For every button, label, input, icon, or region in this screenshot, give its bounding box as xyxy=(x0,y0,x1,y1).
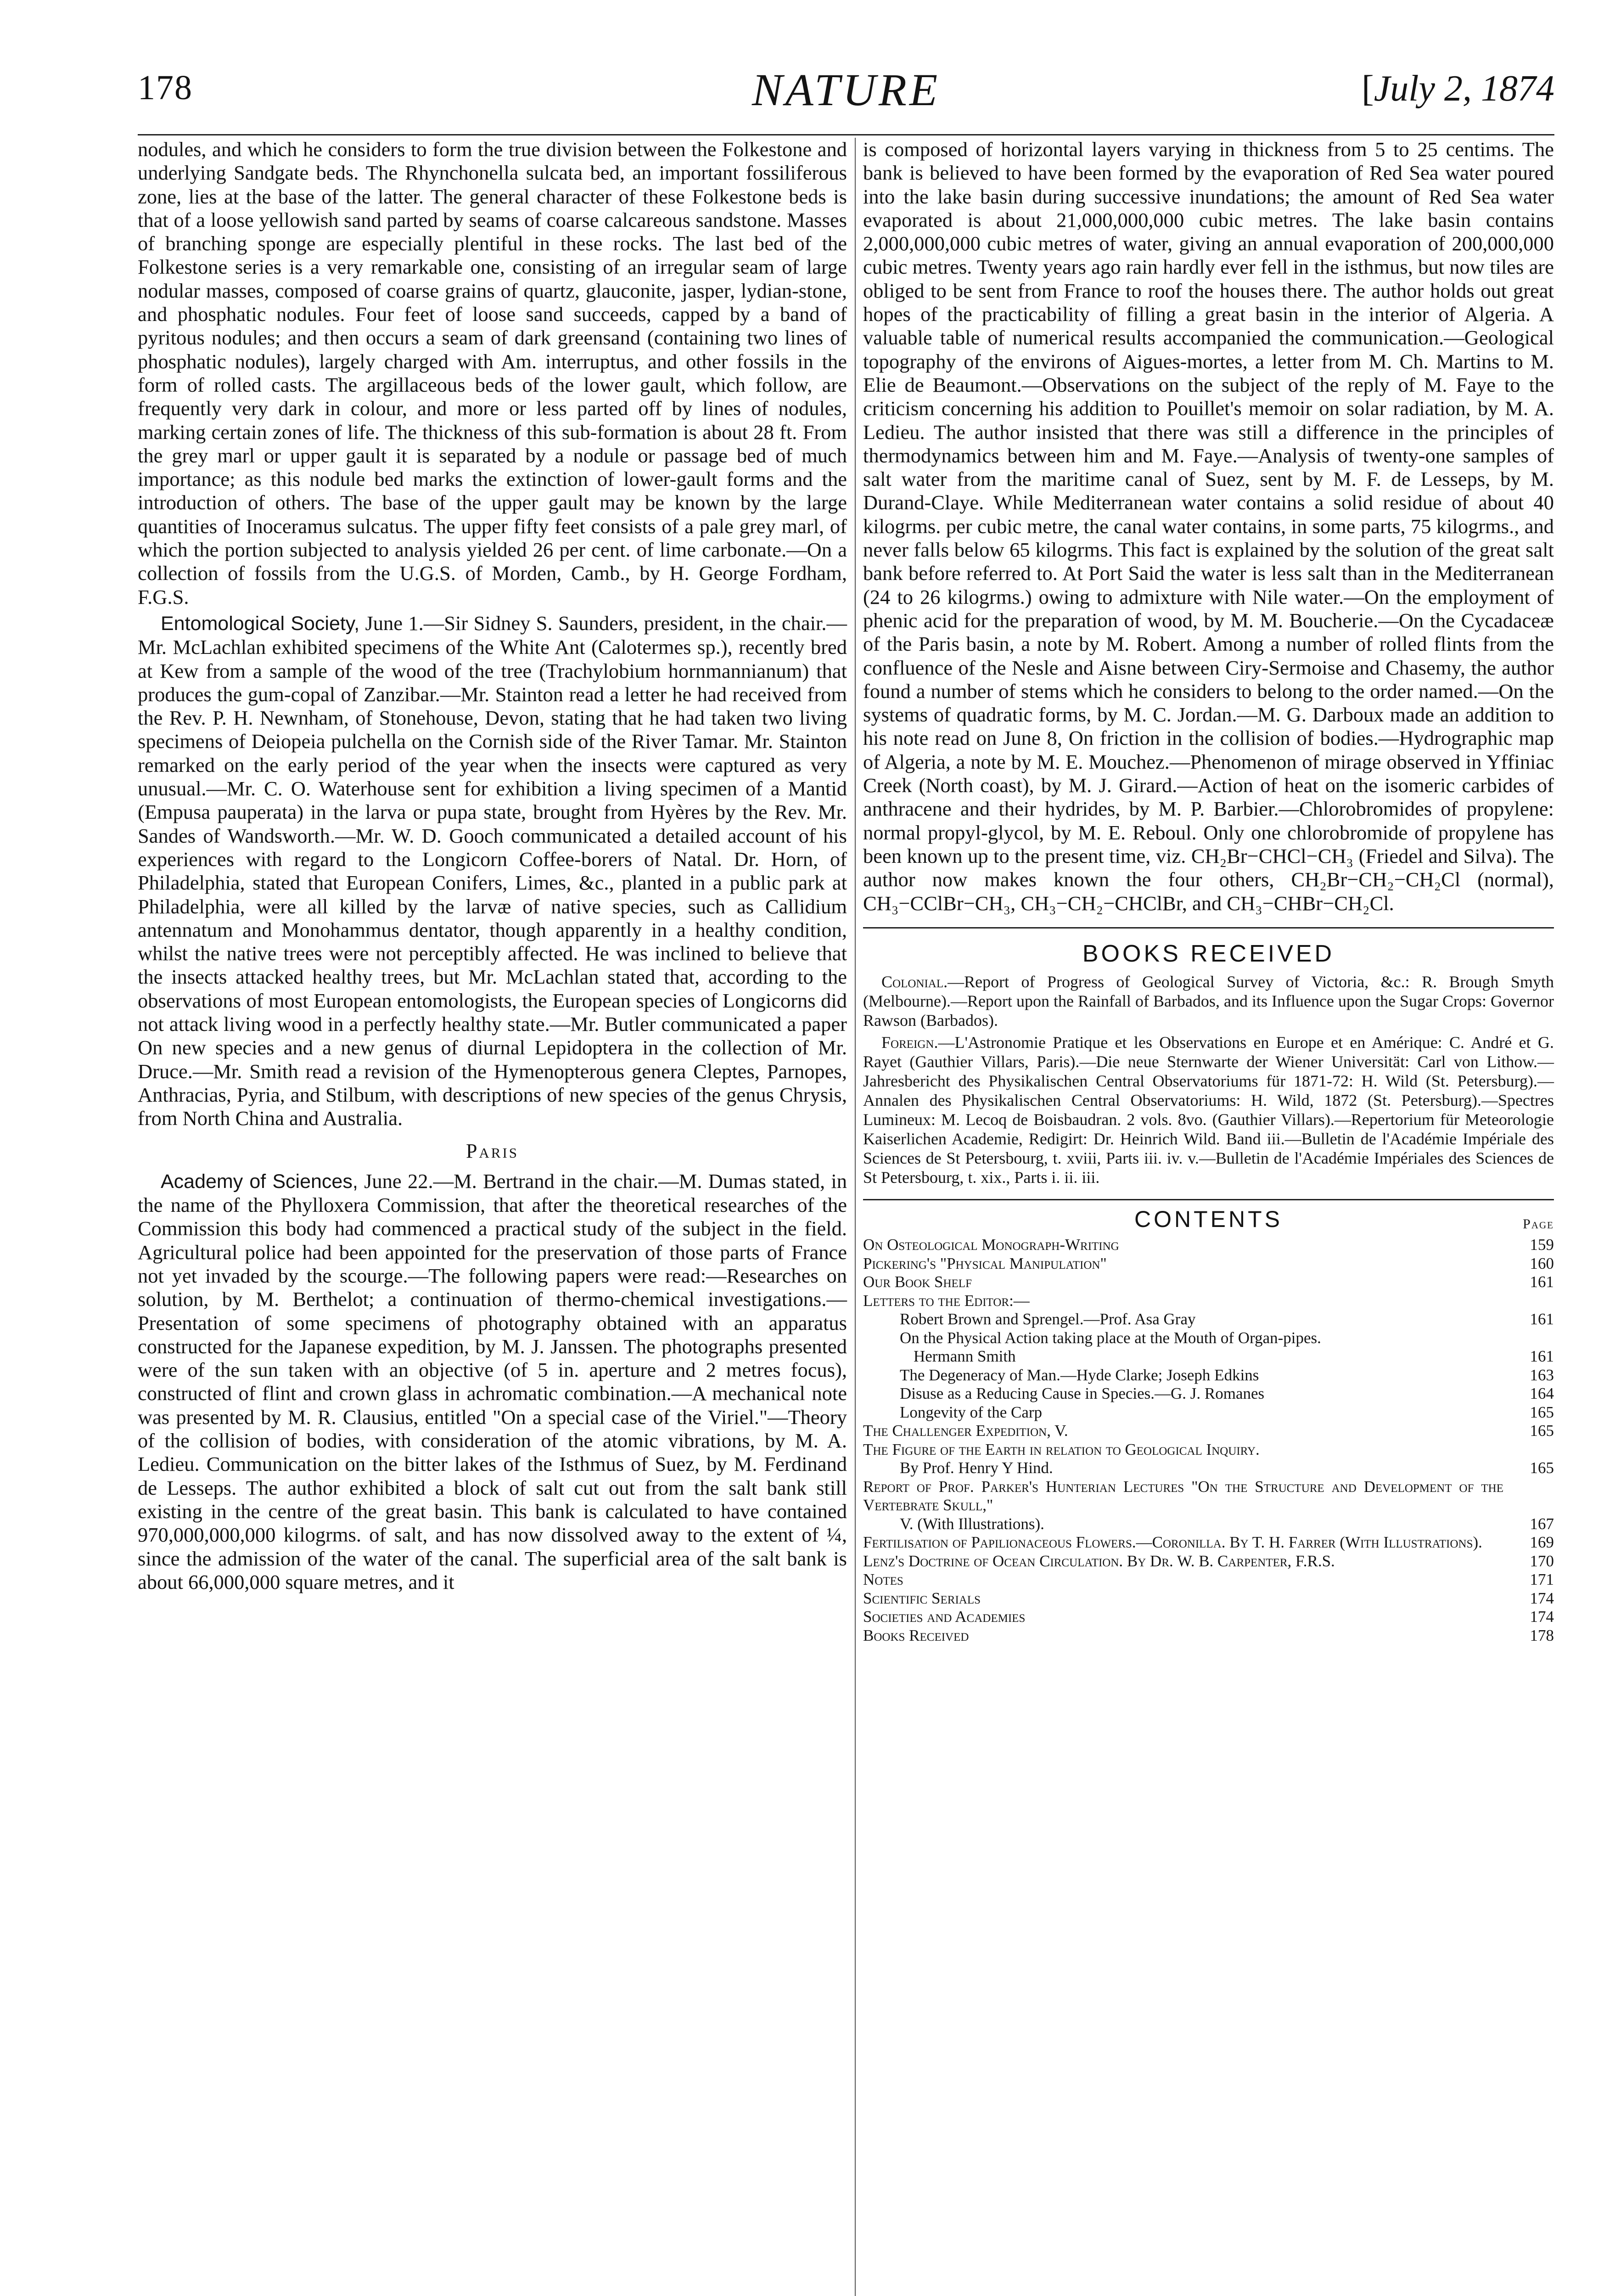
contents-entry-title: The Challenger Expedition, V. xyxy=(863,1422,1068,1440)
geology-paragraph: nodules, and which he considers to form the true division between the Folkestone and underlying Sandgate beds. The Rhynchonella sulcata bed, an important fossiliferous zone, lies at the base of the latter. The general character of these Folkestone beds is that of a loose yellowish sand parted by seams of coarse calcareous sandstone. Masses of branching sponge are especially plentiful in these rocks. The last bed of the Folkestone series is a very remarkable one, consisting of an irregular seam of large nodular masses, composed of coarse grains of quartz, glauconite, jasper, lydian-stone, and phosphatic nodules. Four feet of loose sand succeeds, capped by a band of pyritous nodules; and then occurs a seam of dark greensand (containing two lines of phosphatic nodules), largely charged with Am. interruptus, and other fossils in the form of rolled casts. The argillaceous beds of the lower gault, which follow, are frequently very dark in colour, and more or less parted off by lines of nodules, marking certain zones of life. The thickness of this sub-formation is about 28 ft. From the grey marl or upper gault it is separated by a nodule or passage bed of much importance; as this nodule bed marks the extinction of lower-gault forms and the introduction of others. The base of the upper gault may be known by the large quantities of Inoceramus sulcatus. The upper fifty feet consists of a pale grey marl, of which the portion subjected to analysis yielded 26 per cent. of lime carbonate.—On a collection of fossils from the U.G.S. of Morden, Camb., by H. George Fordham, F.G.S. xyxy=(138,138,847,608)
contents-entry-page: 167 xyxy=(1530,1514,1554,1533)
contents-entry-page: 159 xyxy=(1530,1236,1554,1254)
contents-entry-page xyxy=(1517,1478,1554,1515)
contents-entry-title: Societies and Academies xyxy=(863,1608,1026,1626)
contents-entry-title: Longevity of the Carp xyxy=(900,1403,1043,1421)
left-column xyxy=(138,138,847,1594)
contents-entry-title: Disuse as a Reducing Cause in Species.—G. J. Romanes xyxy=(900,1384,1265,1403)
contents-entry xyxy=(863,1347,1554,1366)
contents-entry-title: Notes xyxy=(863,1570,903,1589)
contents-entry-title: Books Received xyxy=(863,1626,969,1644)
contents-entry xyxy=(863,1441,1554,1459)
contents-entry-title: Our Book Shelf xyxy=(863,1273,972,1291)
contents-entry-page: 160 xyxy=(1530,1254,1554,1272)
paris-heading: Paris xyxy=(465,1140,519,1163)
academy-paragraph: Academy of Sciences, June 22.—M. Bertrand in the chair.—M. Dumas stated, in the name of the Phylloxera Commission, that after the theoretical researches of the Commission this body had commenced a practical study of the subject in the field. Agricultural police had been appointed for the preservation of those parts of France not yet invaded by the scourge.—The following papers were read:—Researches on solution, by M. Berthelot; a continuation of thermo-chemical investigations.—Presentation of some specimens of photography obtained with an apparatus constructed for the Japanese expedition, by M. J. Janssen. The photographs presented were of the sun taken with an objective (of 5 in. aperture and 2 metres focus), constructed of flint and crown glass in achromatic combination.—A mechanical note was presented by M. R. Clausius, entitled "On a special case of the Viriel."—Theory of the collision of bodies, with consideration of the atomic vibrations, by M. A. Ledieu. Communication on the bitter lakes of the Isthmus of Suez, by M. Ferdinand de Lesseps. The author exhibited a block of salt cut out from the salt bank still existing in the centre of the great basin. This bank is calculated to have contained 970,000,000,000 kilogrms. of salt, and has now dissolved away to the extent of ¼, since the admission of the water of the canal. The superficial area of the salt bank is about 66,000,000 square metres, and it xyxy=(138,1169,847,1593)
contents-entry xyxy=(863,1552,1554,1571)
entomological-society-paragraph: Entomological Society, June 1.—Sir Sidney S. Saunders, president, in the chair.—Mr. McLachlan exhibited specimens of the White Ant (Calotermes sp.), recently bred at Kew from a sample of the wood of the tree (Trachylobium hornmannianum) that produces the gum-copal of Zanzibar.—Mr. Stainton read a letter he had received from the Rev. P. H. Newnham, of Stonehouse, Devon, stating that he had taken two living specimens of Deiopeia pulchella on the Cornish side of the River Tamar. Mr. Stainton remarked on the early period of the year when the insects were captured as very unusual.—Mr. C. O. Waterhouse sent for exhibition a living specimen of a Mantid (Empusa pauperata) in the larva or pupa state, brought from Hyères by the Rev. Mr. Sandes of Wandsworth.—Mr. W. D. Gooch communicated a detailed account of his experiences with regard to the Longicorn Coffee-borers of Natal. Dr. Horn, of Philadelphia, stated that European Conifers, Limes, &c., planted in a public park at Philadelphia, were all killed by the larvæ of native species, such as Callidium antennatum and Monohammus dentator, though apparently in a healthy condition, whilst the native trees were not perceptibly affected. He was inclined to believe that the insects attacked healthy trees, but Mr. McLachlan stated that, according to the observations of most European entomologists, the European species of Longicorns did not attack living wood in a perfectly healthy state.—Mr. Butler communicated a paper On new species and a new genus of diurnal Lepidoptera in the collection of Mr. Druce.—Mr. Smith read a revision of the Hymenopterous genera Cleptes, Parnopes, Anthracias, Pyria, and Stilbum, with descriptions of new species of the genus Chrysis, from North China and Australia. xyxy=(138,611,847,1130)
contents-rule xyxy=(863,1199,1554,1200)
contents-entry-page: 178 xyxy=(1530,1626,1554,1644)
contents-entry-page: 171 xyxy=(1530,1570,1554,1589)
contents-entry xyxy=(863,1329,1554,1348)
contents-entry xyxy=(863,1292,1554,1311)
page-number: 178 xyxy=(138,68,193,107)
contents-entry-page: 174 xyxy=(1530,1589,1554,1607)
page-header xyxy=(138,54,1554,128)
books-rule xyxy=(863,927,1554,929)
right-column xyxy=(863,138,1554,1645)
contents-entry xyxy=(863,1310,1554,1329)
column-divider xyxy=(855,138,856,2296)
contents-entry-title: Fertilisation of Papilionaceous Flowers.—Coronilla. By T. H. Farrer (With Illustrations). xyxy=(863,1533,1482,1552)
contents-entry xyxy=(863,1515,1554,1534)
contents-entry-title: By Prof. Henry Y Hind. xyxy=(900,1459,1053,1477)
contents-entry xyxy=(863,1403,1554,1422)
header-rule xyxy=(138,134,1554,135)
contents-entry-page: 161 xyxy=(1530,1347,1554,1366)
society-name: Entomological Society, xyxy=(161,612,360,635)
contents-entry-page: 165 xyxy=(1530,1403,1554,1421)
books-received-heading: BOOKS RECEIVED xyxy=(1082,940,1335,967)
contents-entry-page xyxy=(1517,1441,1554,1459)
contents-entry xyxy=(863,1459,1554,1478)
academy-name: Academy of Sciences, xyxy=(161,1170,358,1193)
contents-entry xyxy=(863,1273,1554,1292)
contents-entry-page: 174 xyxy=(1530,1608,1554,1626)
academy-continued-paragraph: is composed of horizontal layers varying in thickness from 5 to 25 centims. The bank is believed to have been formed by the evaporation of Red Sea water poured into the lake basin during successive inundations; the amount of Red Sea water evaporated is about 21,000,000,000 cubic metres. The lake basin contains 2,000,000,000 cubic metres of water, giving an annual evaporation of 200,000,000 cubic metres. Twenty years ago rain hardly ever fell in the isthmus, but now tiles are obliged to be sent from France to roof the houses there. The author holds out great hopes of the practicability of filling a great basin in the interior of Algeria. A valuable table of numerical results accompanied the communication.—Geological topography of the environs of Aigues-mortes, a letter from M. Ch. Martins to M. Elie de Beaumont.—Observations on the subject of the reply of M. Faye to the criticism concerning his addition to Pouillet's memoir on solar radiation, by M. A. Ledieu. The author insisted that there was still a difference in the principles of thermodynamics between him and M. Faye.—Analysis of twenty-one samples of salt water from the maritime canal of Suez, sent by M. F. de Lesseps, by M. Durand-Claye. While Mediterranean water contains a solid residue of about 40 kilogrms. per cubic metre, the canal water contains, in some parts, 75 kilogrms., and never falls below 65 kilogrms. This fact is explained by the solution of the great salt bank before referred to. At Port Said the water is less salt than in the Mediterranean (24 to 26 kilogrms.) owing to admixture with Nile water.—On the employment of phenic acid for the preparation of wood, by M. M. Boucherie.—On the Cycadaceæ of the Paris basin, a note by M. Robert. Among a number of rolled flints from the confluence of the Nesle and Aisne between Ciry-Sermoise and Chasemy, the author found a number of stems which he considers to belong to the order named.—On the systems of quadratic forms, by M. C. Jordan.—M. G. Darboux made an addition to his note read on June 8, On friction in the collision of bodies.—Hydrographic map of Algeria, a note by M. E. Mouchez.—Phenomenon of mirage observed in Yffiniac Creek (North coast), by M. J. Girard.—Action of heat on the isomeric carbides of anthracene and their hydrides, by M. P. Barbier.—Chlorobromides of propylene: normal propyl-glycol, by M. E. Reboul. Only one chlorobromide of propylene has been known up to the present time, viz. CH₂Br−CHCl−CH₃ (Friedel and Silva). The author now makes known the four others, CH₂Br−CH₂−CH₂Cl (normal), CH₃−CClBr−CH₃, CH₃−CH₂−CHClBr, and CH₃−CHBr−CH₂Cl. xyxy=(863,138,1554,915)
contents-entry-page: 169 xyxy=(1530,1533,1554,1552)
contents-entry xyxy=(863,1626,1554,1645)
contents-entry xyxy=(863,1366,1554,1385)
books-received xyxy=(863,972,1554,1187)
colonial-entry: Colonial.—Report of Progress of Geological Survey of Victoria, &c.: R. Brough Smyth (Melbourne).—Report upon the Rainfall of Barbados, and its Influence upon the Sugar Crops: Governor Rawson (Barbados). xyxy=(863,973,1554,1030)
contents-entry xyxy=(863,1236,1554,1255)
contents-entry xyxy=(863,1422,1554,1441)
contents-entry-page: 161 xyxy=(1530,1273,1554,1291)
contents-entry-title: On Osteological Monograph-Writing xyxy=(863,1236,1119,1254)
contents-entry-page xyxy=(1517,1292,1554,1311)
contents-entry-title: Pickering's "Physical Manipulation" xyxy=(863,1254,1107,1272)
contents-entry-page: 165 xyxy=(1530,1422,1554,1440)
contents-entry-page: 165 xyxy=(1530,1459,1554,1477)
contents-entry xyxy=(863,1570,1554,1589)
contents-entry-page: 163 xyxy=(1530,1366,1554,1384)
contents-entry-title: Hermann Smith xyxy=(914,1347,1016,1366)
journal-title: NATURE xyxy=(751,64,941,115)
contents-list xyxy=(863,1236,1554,1645)
issue-date: [July 2, 1874 xyxy=(1362,68,1554,109)
contents-entry-title: On the Physical Action taking place at the Mouth of Organ-pipes. xyxy=(900,1328,1321,1347)
contents-heading: CONTENTS xyxy=(1134,1206,1283,1232)
contents-entry-title: Scientific Serials xyxy=(863,1589,981,1607)
contents-entry-title: Report of Prof. Parker's Hunterian Lectures "On the Structure and Development of the Vertebrate Skull," xyxy=(863,1477,1503,1514)
contents-entry-title: Robert Brown and Sprengel.—Prof. Asa Gray xyxy=(900,1310,1196,1328)
contents-entry xyxy=(863,1589,1554,1608)
contents-entry-title: The Degeneracy of Man.—Hyde Clarke; Joseph Edkins xyxy=(900,1366,1259,1384)
foreign-entry: Foreign.—L'Astronomie Pratique et les Observations en Europe et en Amérique: C. André et G. Rayet (Gauthier Villars, Paris).—Die neue Sternwarte der Wiener Universität: Carl von Lithow.—Jahresbericht des Physikalischen Central Observatoriums für 1871-72: H. Wild (St. Petersburg).—Annalen des Physikalischen Central Observatoriums: H. Wild, 1872 (St. Petersburg).—Spectres Lumineux: M. Lecoq de Boisbaudran. 2 vols. 8vo. (Gauthier Villars).—Repertorium für Meteorologie Kaiserlichen Academie, Redigirt: Dr. Heinrich Wild. Band iii.—Bulletin de l'Académie Impériale des Sciences de St Petersbourg, t. xviii, Parts iii. iv. v.—Bulletin de l'Académie Impériales des Sciences de St Petersbourg, t. xix., Parts i. ii. iii. xyxy=(863,1033,1554,1187)
contents-entry xyxy=(863,1608,1554,1626)
contents-entry-page: 164 xyxy=(1530,1384,1554,1403)
contents-section xyxy=(863,1208,1554,1645)
contents-entry-title: Lenz's Doctrine of Ocean Circulation. By Dr. W. B. Carpenter, F.R.S. xyxy=(863,1552,1335,1570)
contents-entry-title: V. (With Illustrations). xyxy=(900,1514,1044,1533)
contents-entry xyxy=(863,1255,1554,1273)
contents-entry-title: The Figure of the Earth in relation to Geological Inquiry. xyxy=(863,1440,1260,1458)
contents-entry-page: 170 xyxy=(1530,1552,1554,1570)
contents-entry-page xyxy=(1517,1329,1554,1348)
contents-entry-title: Letters to the Editor:— xyxy=(863,1291,1030,1310)
page-column-label: Page xyxy=(1523,1216,1554,1232)
contents-entry xyxy=(863,1533,1554,1552)
contents-entry xyxy=(863,1384,1554,1403)
contents-entry xyxy=(863,1478,1554,1515)
contents-entry-page: 161 xyxy=(1530,1310,1554,1328)
